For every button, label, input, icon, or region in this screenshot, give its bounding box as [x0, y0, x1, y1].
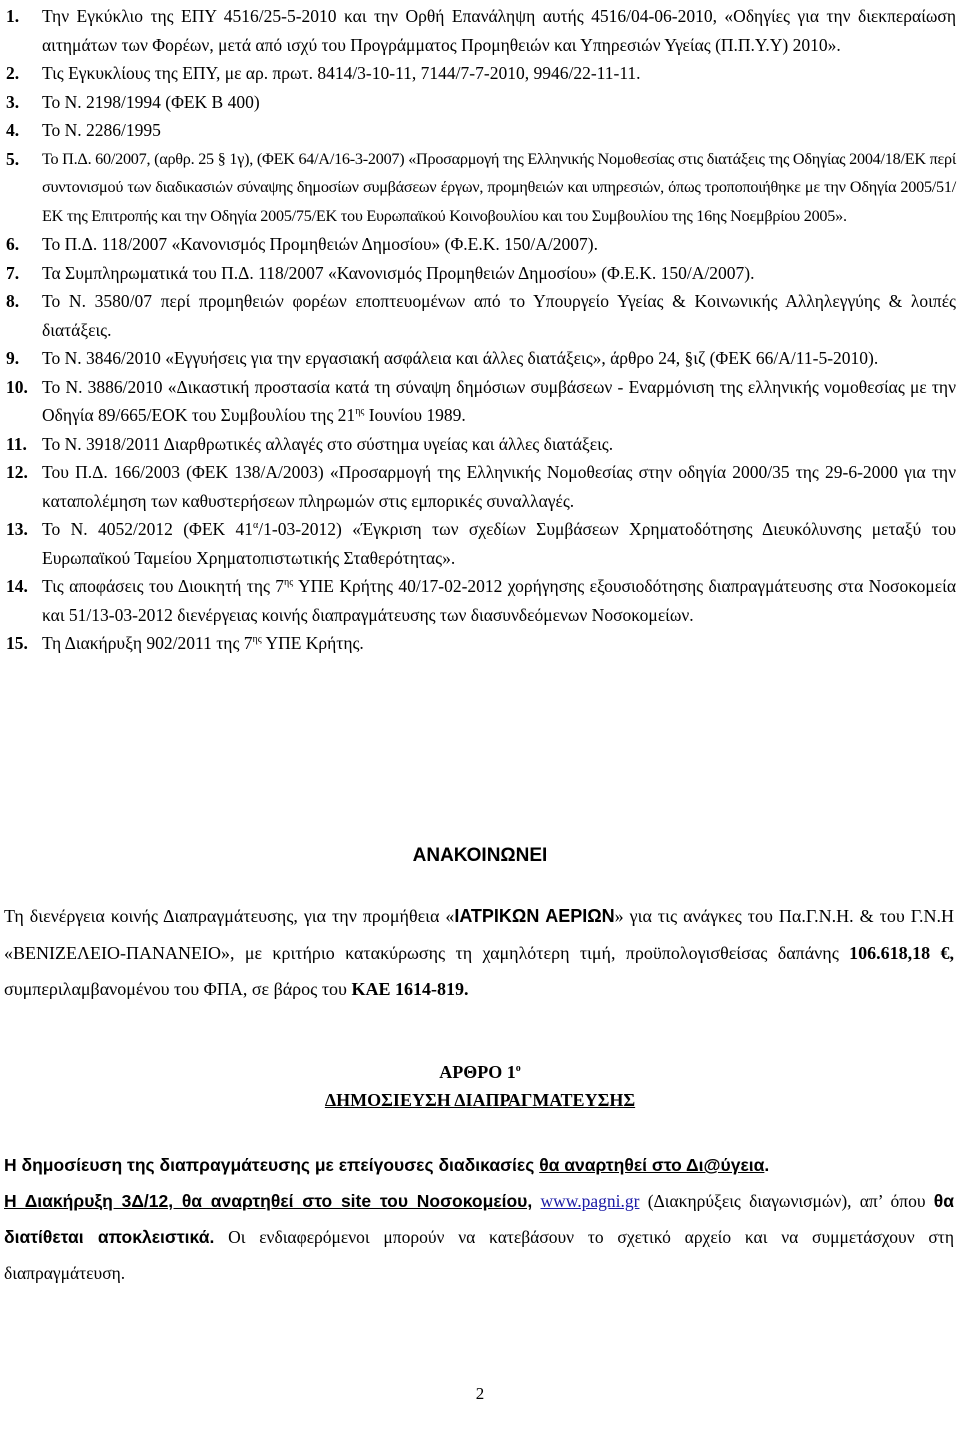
declaration-notice: Η Διακήρυξη 3Δ/12, θα αναρτηθεί στο site του Νοσοκομείου,	[4, 1191, 533, 1211]
reference-text-part: Τη Διακήρυξη 902/2011 της 7	[42, 633, 253, 653]
hospital-website-link[interactable]: www.pagni.gr	[540, 1191, 640, 1211]
paragraph-text: Τη διενέργεια κοινής Διαπραγμάτευσης, για την προμήθεια «	[4, 906, 455, 926]
reference-text: Το Π.Δ. 118/2007 «Κανονισμός Προμηθειών Δημοσίου» (Φ.Ε.Κ. 150/Α/2007).	[42, 234, 598, 254]
reference-item	[6, 515, 956, 572]
reference-text: Το Ν. 3918/2011 Διαρθρωτικές αλλαγές στο σύστημα υγείας και άλλες διατάξεις.	[42, 433, 614, 454]
publication-paragraph	[4, 1147, 954, 1291]
reference-item	[6, 2, 956, 59]
budget-amount: 106.618,18 €,	[849, 942, 955, 963]
reference-number: 9.	[6, 348, 20, 368]
announce-heading: ΑΝΑΚΟΙΝΩΝΕΙ	[412, 845, 548, 866]
reference-text: Το Π.Δ. 60/2007, (αρθρ. 25 § 1γ), (ΦΕΚ 64/Α/16-3-2007) «Προσαρμογή της Ελληνικής Νομοθεσίας στις διατάξεις της Οδηγίας 2004/18/ΕΚ περί συντονισμού των διαδικασιών σύναψης δημοσίων συμβάσεων έργων, προμηθειών και υπηρεσιών, όπως τροποποιήθηκε με την Οδηγία 2005/51/ΕΚ της Επιτροπής και την Οδηγία 2005/75/ΕΚ του Ευρωπαϊκού Κοινοβουλίου και του Συμβουλίου της 16ης Νοεμβρίου 2005».	[42, 149, 956, 225]
reference-number: 7.	[6, 262, 20, 283]
reference-number: 3.	[6, 91, 20, 112]
article-subtitle: ΔΗΜΟΣΙΕΥΣΗ ΔΙΑΠΡΑΓΜΑΤΕΥΣΗΣ	[324, 1090, 636, 1110]
reference-text	[42, 373, 956, 430]
reference-number: 1.	[6, 6, 20, 26]
reference-item	[6, 116, 956, 145]
reference-item	[6, 259, 956, 288]
reference-text-part: Ιουνίου 1989.	[364, 405, 466, 425]
superscript: ο	[515, 1063, 521, 1074]
article-title	[0, 1062, 960, 1083]
reference-text: Τα Συμπληρωματικά του Π.Δ. 118/2007 «Κανονισμός Προμηθειών Δημοσίου» (Φ.Ε.Κ. 150/Α/2007).	[42, 262, 755, 283]
exclusive-notice: θα διατίθεται αποκλειστικά.	[4, 1191, 955, 1247]
reference-number: 12.	[6, 462, 28, 482]
reference-text-part: Τις αποφάσεις του Διοικητή της 7	[42, 576, 285, 596]
article-title-text: ΑΡΘΡΟ 1	[439, 1062, 516, 1082]
superscript: ης	[284, 577, 294, 588]
paragraph-text: συμπεριλαμβανομένου του ΦΠΑ, σε βάρος του	[4, 979, 352, 999]
reference-text-part: Το Ν. 4052/2012 (ΦΕΚ 41	[42, 519, 254, 539]
reference-item	[6, 344, 956, 373]
reference-number: 2.	[6, 63, 20, 83]
reference-number: 10.	[6, 376, 28, 397]
reference-text: Το Ν. 2286/1995	[42, 120, 161, 140]
paragraph-text: » για τις ανάγκες του Πα.Γ.Ν.Η. & του Γ.Ν.Η «ΒΕΝΙΖΕΛΕΙΟ-ΠΑΝΑΝΕΙΟ», με κριτήριο κατακύρωσης τη χαμηλότερη τιμή, προϋπολογισθείσας δαπάνης	[4, 906, 954, 963]
reference-text-part: Το Ν. 3886/2010 «Δικαστική προστασία κατά τη σύναψη δημόσιων συμβάσεων - Εναρμόνιση της ελληνικής νομοθεσίας με την Οδηγία 89/665/ΕΟΚ του Συμβουλίου της 21	[42, 376, 956, 425]
reference-text	[42, 629, 956, 658]
reference-number: 13.	[6, 519, 28, 539]
reference-item	[6, 88, 956, 117]
reference-item	[6, 230, 956, 259]
reference-text: Του Π.Δ. 166/2003 (ΦΕΚ 138/Α/2003) «Προσαρμογή της Ελληνικής Νομοθεσίας στην οδηγία 2000/35 της 29-6-2000 για την καταπολέμηση των καθυστερήσεων πληρωμών στις εμπορικές συναλλαγές.	[42, 462, 956, 511]
reference-text-part: ΥΠΕ Κρήτης 40/17-02-2012 χορήγησης εξουσιοδότησης διαπραγμάτευσης στα Νοσοκομεία και 51/13-03-2012 διενέργειας κοινής διαπραγμάτευσης των διασυνδεόμενων Νοσοκομείων.	[42, 576, 956, 625]
reference-number: 6.	[6, 234, 20, 254]
superscript: α	[253, 520, 259, 531]
announcement-paragraph	[4, 898, 954, 1008]
reference-item	[6, 572, 956, 629]
reference-text: Το Ν. 3580/07 περί προμηθειών φορέων εποπτευομένων από το Υπουργείο Υγείας & Κοινωνικής Αλληλεγγύης & λοιπές διατάξεις.	[42, 291, 956, 340]
publication-text: Οι ενδιαφερόμενοι μπορούν να κατεβάσουν το σχετικό αρχείο και να συμμετάσχουν στη διαπραγμάτευση.	[4, 1227, 954, 1283]
reference-text: Την Εγκύκλιο της ΕΠΥ 4516/25-5-2010 και την Ορθή Επανάληψη αυτής 4516/04-06-2010, «Οδηγίες για την διεκπεραίωση αιτημάτων των Φορέων, μετά από ισχύ του Προγράμματος Προμηθειών και Υπηρεσιών Υγείας (Π.Π.Υ.Υ) 2010».	[42, 6, 956, 55]
reference-text: Τις Εγκυκλίους της ΕΠΥ, με αρ. πρωτ. 8414/3-10-11, 7144/7-7-2010, 9946/22-11-11.	[42, 63, 641, 83]
reference-text-part: ΥΠΕ Κρήτης.	[261, 633, 364, 653]
reference-item	[6, 373, 956, 430]
reference-text: Το Ν. 2198/1994 (ΦΕΚ Β 400)	[42, 91, 260, 112]
reference-number: 5.	[6, 148, 20, 169]
legal-references-list	[6, 2, 956, 658]
reference-number: 15.	[6, 633, 28, 653]
reference-item	[6, 430, 956, 459]
page-number: 2	[475, 1384, 485, 1403]
publication-text: .	[764, 1155, 770, 1175]
reference-number: 11.	[6, 433, 27, 454]
reference-item	[6, 145, 956, 231]
reference-item	[6, 287, 956, 344]
reference-item	[6, 458, 956, 515]
publication-text: (Διακηρύξεις διαγωνισμών), απ’ όπου	[639, 1191, 934, 1211]
reference-number: 8.	[6, 291, 20, 311]
publication-text: Η δημοσίευση της διαπραγμάτευσης με επείγουσες διαδικασίες	[4, 1155, 540, 1175]
superscript: ης	[252, 634, 262, 645]
reference-text: Το Ν. 3846/2010 «Εγγυήσεις για την εργασιακή ασφάλεια και άλλες διατάξεις», άρθρο 24, §ιζ (ΦΕΚ 66/Α/11-5-2010).	[42, 348, 879, 368]
superscript: ης	[355, 406, 365, 417]
budget-code: ΚΑΕ 1614-819.	[351, 979, 469, 999]
reference-text-part: /1-03-2012) «Έγκριση των σχεδίων Συμβάσεων Χρηματοδότησης Διευκόλυνσης μεταξύ του Ευρωπαϊκού Ταμείου Χρηματοπιστωτικής Σταθερότητας».	[42, 519, 956, 568]
diavgeia-notice: θα αναρτηθεί στο Δι@ύγεια	[539, 1155, 765, 1175]
reference-number: 14.	[6, 576, 28, 596]
reference-text	[42, 515, 956, 572]
reference-number: 4.	[6, 120, 20, 140]
reference-item	[6, 629, 956, 658]
reference-text	[42, 572, 956, 629]
product-name: ΙΑΤΡΙΚΩΝ ΑΕΡΙΩΝ	[454, 906, 615, 926]
reference-item	[6, 59, 956, 88]
